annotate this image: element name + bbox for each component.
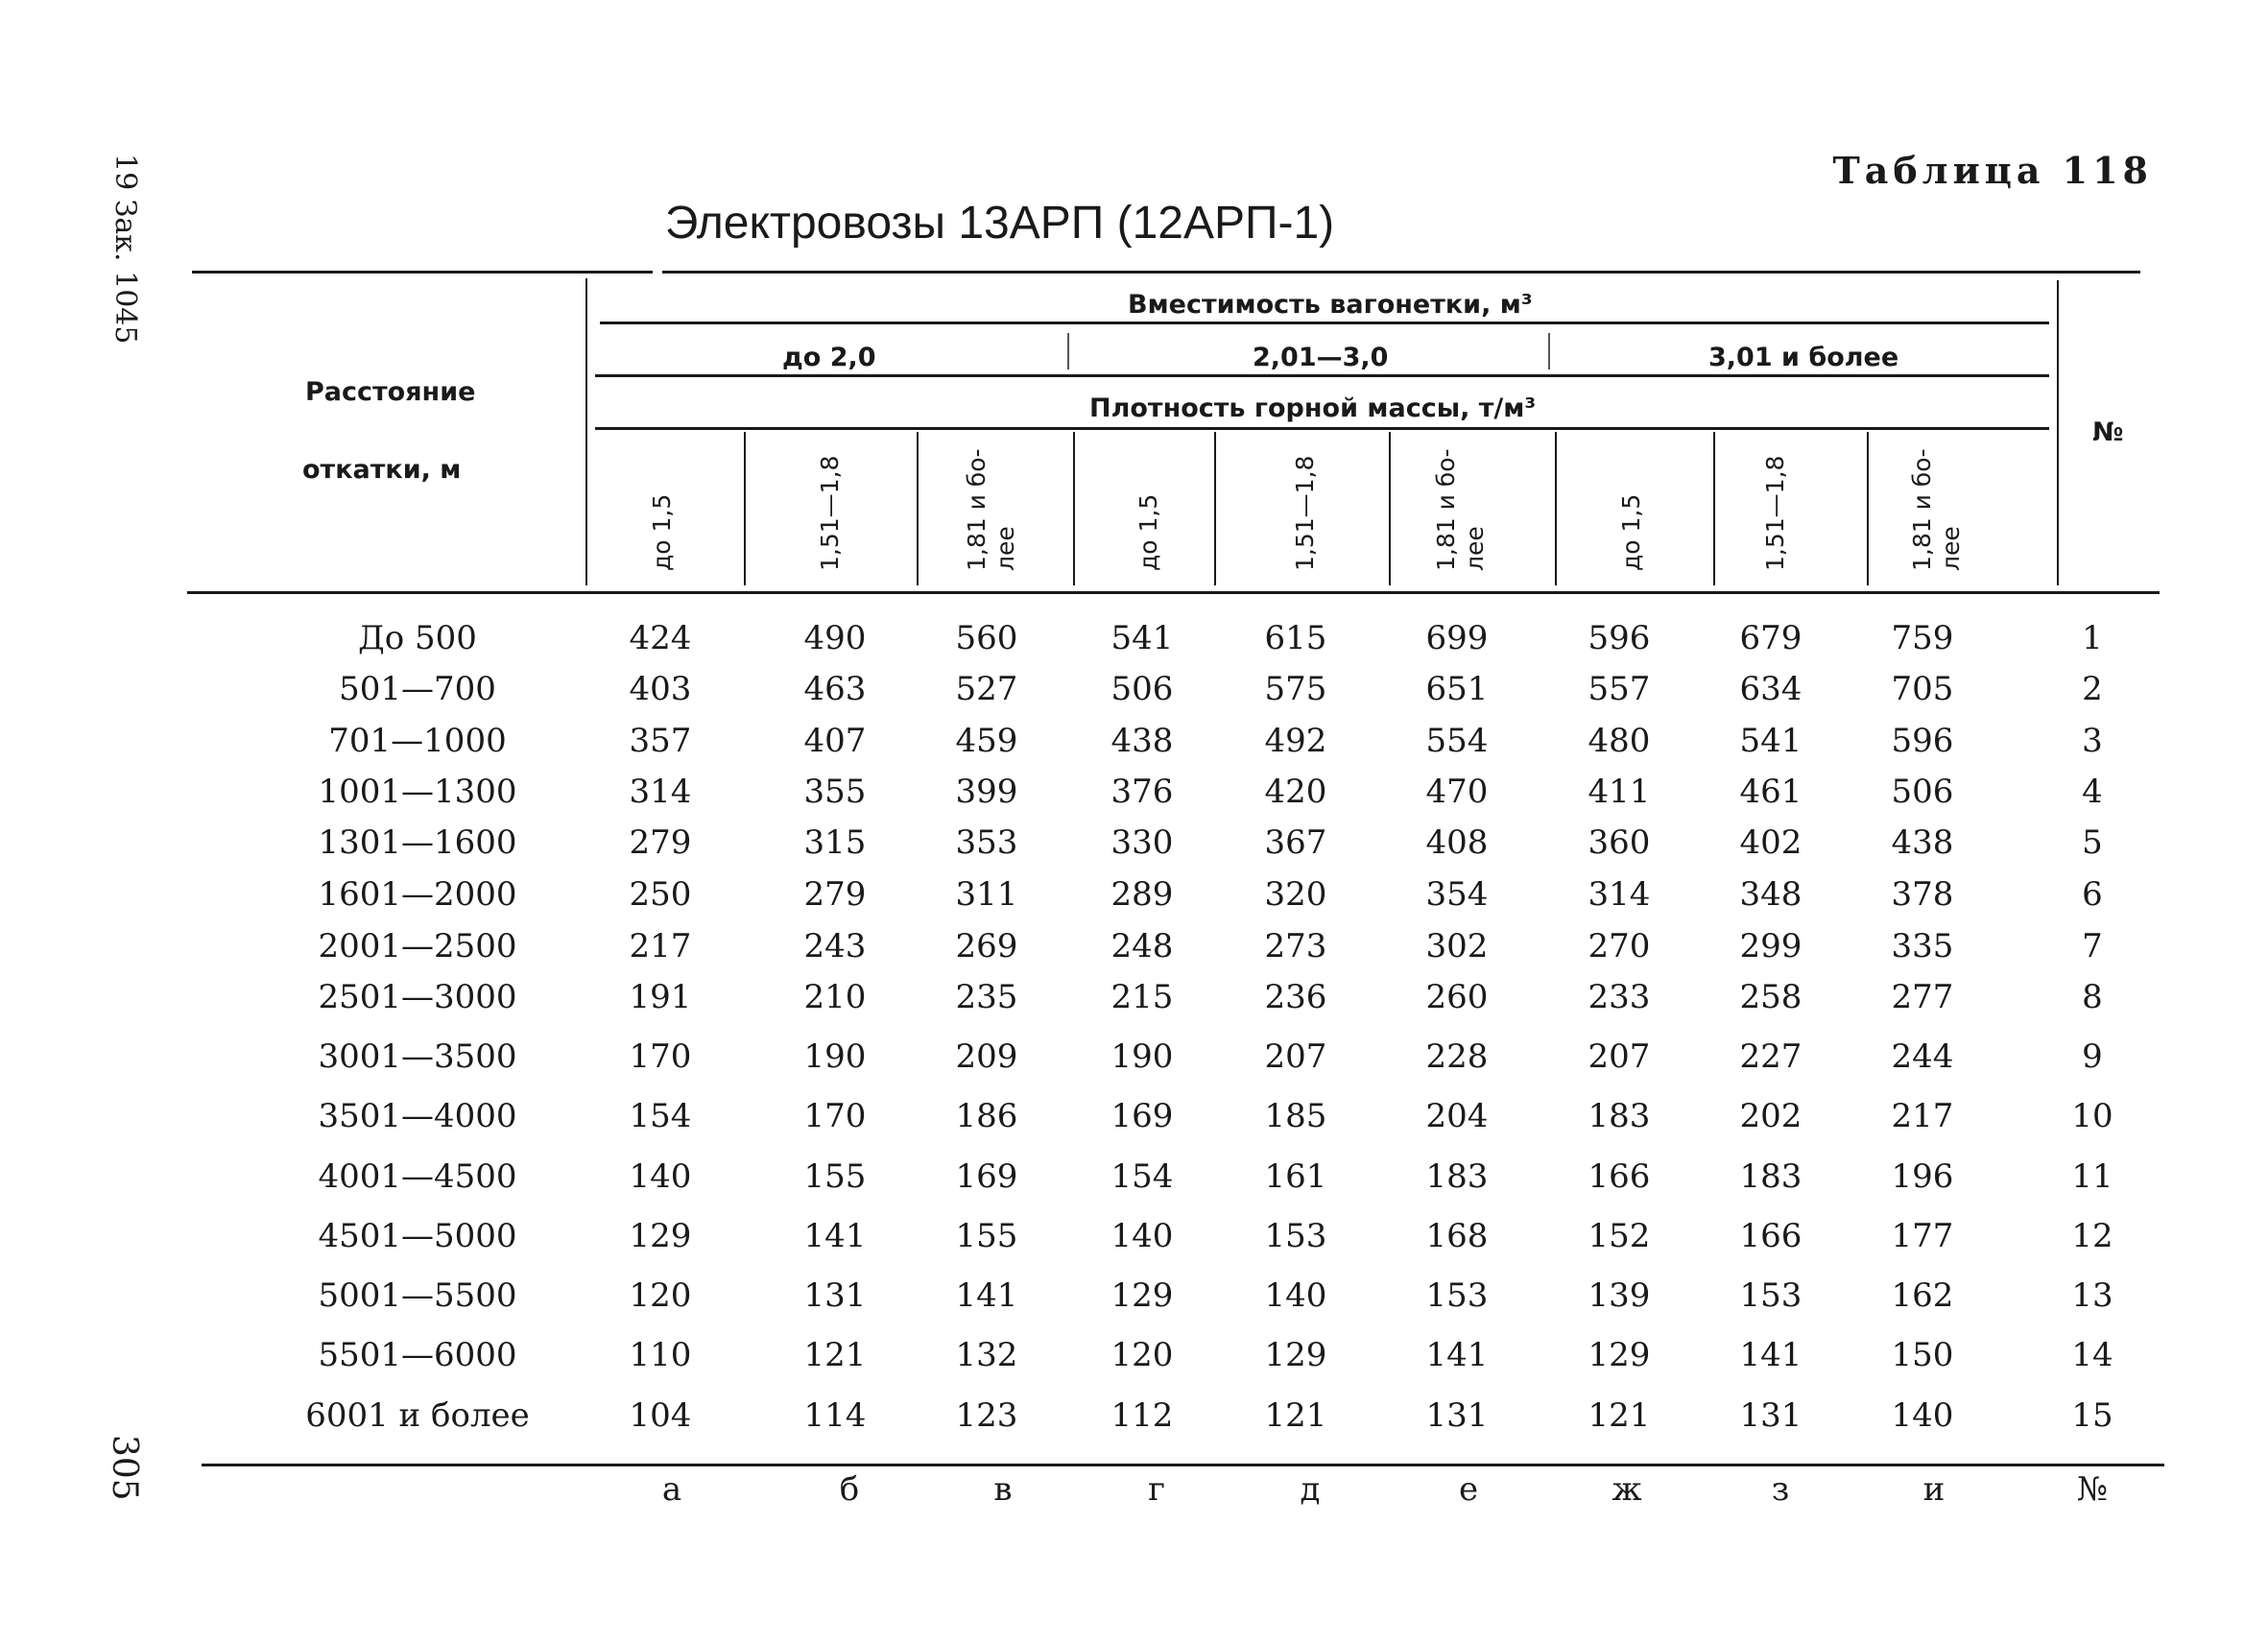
value-cell: 170 — [803, 1097, 867, 1135]
distance-cell: 2001—2500 — [318, 927, 517, 965]
value-cell: 279 — [629, 823, 692, 862]
value-cell: 140 — [1264, 1276, 1327, 1315]
value-cell: 651 — [1425, 670, 1489, 708]
subcol-divider — [917, 432, 919, 585]
value-cell: 378 — [1891, 875, 1954, 914]
value-cell: 353 — [955, 823, 1018, 862]
subcol-divider — [1214, 432, 1216, 585]
value-cell: 204 — [1425, 1097, 1489, 1135]
value-cell: 330 — [1110, 823, 1174, 862]
value-cell: 248 — [1110, 927, 1174, 965]
subcol-label: до 1,5 — [1134, 493, 1162, 571]
row-number: 7 — [2082, 927, 2103, 965]
value-cell: 141 — [955, 1276, 1018, 1315]
value-cell: 217 — [629, 927, 692, 965]
value-cell: 260 — [1425, 978, 1489, 1016]
distance-cell: До 500 — [358, 619, 477, 657]
subcol-divider — [1555, 432, 1557, 585]
value-cell: 299 — [1739, 927, 1802, 965]
value-cell: 270 — [1588, 927, 1651, 965]
row-number: 6 — [2082, 875, 2103, 914]
value-cell: 217 — [1891, 1097, 1954, 1135]
value-cell: 470 — [1425, 773, 1489, 811]
value-cell: 277 — [1891, 978, 1954, 1016]
value-cell: 155 — [803, 1157, 867, 1196]
group-header-3: 3,01 и более — [1708, 343, 1899, 372]
value-cell: 250 — [629, 875, 692, 914]
value-cell: 560 — [955, 619, 1018, 657]
value-cell: 121 — [1588, 1396, 1651, 1435]
value-cell: 679 — [1739, 619, 1802, 657]
subcol-label: 1,81 и бо- лее — [963, 448, 1019, 571]
value-cell: 759 — [1891, 619, 1954, 657]
value-cell: 408 — [1425, 823, 1489, 862]
distance-cell: 5501—6000 — [318, 1336, 517, 1374]
margin-order-text: 19 Зак. 1045 — [108, 154, 142, 345]
value-cell: 183 — [1588, 1097, 1651, 1135]
value-cell: 185 — [1264, 1097, 1327, 1135]
value-cell: 140 — [1891, 1396, 1954, 1435]
subcol-label: до 1,5 — [1617, 493, 1645, 571]
value-cell: 162 — [1891, 1276, 1954, 1315]
page-number-text: 305 — [105, 1435, 144, 1501]
row-number: 12 — [2071, 1217, 2113, 1255]
value-cell: 279 — [803, 875, 867, 914]
value-cell: 235 — [955, 978, 1018, 1016]
footer-letter: з — [1771, 1470, 1790, 1509]
value-cell: 407 — [803, 722, 867, 760]
value-cell: 120 — [629, 1276, 692, 1315]
value-cell: 269 — [955, 927, 1018, 965]
value-cell: 355 — [803, 773, 867, 811]
value-cell: 104 — [629, 1396, 692, 1435]
value-cell: 348 — [1739, 875, 1802, 914]
value-cell: 139 — [1588, 1276, 1651, 1315]
value-cell: 141 — [803, 1217, 867, 1255]
value-cell: 210 — [803, 978, 867, 1016]
value-cell: 233 — [1588, 978, 1651, 1016]
value-cell: 202 — [1739, 1097, 1802, 1135]
value-cell: 112 — [1110, 1396, 1174, 1435]
value-cell: 215 — [1110, 978, 1174, 1016]
row-number: 13 — [2071, 1276, 2113, 1315]
row-number: 5 — [2082, 823, 2103, 862]
value-cell: 228 — [1425, 1037, 1489, 1076]
row-number: 2 — [2082, 670, 2103, 708]
value-cell: 169 — [1110, 1097, 1174, 1135]
subcol-divider — [1073, 432, 1075, 585]
group-divider-2 — [1548, 333, 1550, 369]
footer-letter: е — [1458, 1470, 1479, 1509]
value-cell: 177 — [1891, 1217, 1954, 1255]
value-cell: 141 — [1739, 1336, 1802, 1374]
value-cell: 320 — [1264, 875, 1327, 914]
row-number: 15 — [2071, 1396, 2113, 1435]
value-cell: 150 — [1891, 1336, 1954, 1374]
value-cell: 289 — [1110, 875, 1174, 914]
subcol-divider — [1867, 432, 1869, 585]
row-number: 4 — [2082, 773, 2103, 811]
page-title — [0, 197, 2268, 250]
value-cell: 541 — [1110, 619, 1174, 657]
value-cell: 403 — [629, 670, 692, 708]
value-cell: 243 — [803, 927, 867, 965]
value-cell: 190 — [803, 1037, 867, 1076]
value-cell: 492 — [1264, 722, 1327, 760]
row-number: 10 — [2071, 1097, 2113, 1135]
value-cell: 132 — [955, 1336, 1018, 1374]
value-cell: 183 — [1425, 1157, 1489, 1196]
value-cell: 153 — [1264, 1217, 1327, 1255]
density-rule — [595, 427, 2049, 430]
value-cell: 506 — [1110, 670, 1174, 708]
value-cell: 424 — [629, 619, 692, 657]
row-number: 14 — [2071, 1336, 2113, 1374]
distance-cell: 501—700 — [339, 670, 496, 708]
distance-header-line1: Расстояние — [305, 377, 476, 407]
distance-cell: 5001—5500 — [318, 1276, 517, 1315]
table-bottom-rule — [202, 1464, 2164, 1466]
distance-cell: 3501—4000 — [318, 1097, 517, 1135]
value-cell: 152 — [1588, 1217, 1651, 1255]
value-cell: 575 — [1264, 670, 1327, 708]
row-number: 11 — [2071, 1157, 2113, 1196]
distance-cell: 4501—5000 — [318, 1217, 517, 1255]
density-header: Плотность горной массы, т/м³ — [1089, 393, 1537, 423]
subcol-divider — [1389, 432, 1391, 585]
header-bottom-rule — [187, 591, 2160, 594]
subcol-label: 1,81 и бо- лее — [1908, 448, 1965, 571]
value-cell: 114 — [803, 1396, 867, 1435]
page-title-text: Электровозы 13АРП (12АРП-1) — [664, 198, 1335, 249]
subcol-divider — [1713, 432, 1715, 585]
value-cell: 596 — [1891, 722, 1954, 760]
capacity-rule — [600, 322, 2049, 324]
value-cell: 615 — [1264, 619, 1327, 657]
value-cell: 227 — [1739, 1037, 1802, 1076]
value-cell: 314 — [1588, 875, 1651, 914]
value-cell: 121 — [1264, 1396, 1327, 1435]
value-cell: 120 — [1110, 1336, 1174, 1374]
value-cell: 155 — [955, 1217, 1018, 1255]
top-rule-right — [662, 271, 2140, 274]
value-cell: 168 — [1425, 1217, 1489, 1255]
value-cell: 705 — [1891, 670, 1954, 708]
value-cell: 190 — [1110, 1037, 1174, 1076]
value-cell: 166 — [1588, 1157, 1651, 1196]
value-cell: 110 — [629, 1336, 692, 1374]
footer-letter: б — [839, 1470, 860, 1509]
value-cell: 207 — [1588, 1037, 1651, 1076]
value-cell: 191 — [629, 978, 692, 1016]
number-column-divider — [2057, 280, 2059, 585]
number-header: № — [2092, 417, 2124, 447]
value-cell: 131 — [803, 1276, 867, 1315]
distance-cell: 1001—1300 — [318, 773, 517, 811]
value-cell: 153 — [1425, 1276, 1489, 1315]
distance-cell: 3001—3500 — [318, 1037, 517, 1076]
value-cell: 129 — [629, 1217, 692, 1255]
distance-cell: 6001 и более — [305, 1396, 530, 1435]
footer-letter: ж — [1611, 1470, 1642, 1509]
distance-cell: 701—1000 — [328, 722, 507, 760]
page-number — [104, 1435, 161, 1512]
value-cell: 153 — [1739, 1276, 1802, 1315]
footer-number-header: № — [2076, 1470, 2109, 1509]
value-cell: 121 — [803, 1336, 867, 1374]
value-cell: 335 — [1891, 927, 1954, 965]
value-cell: 461 — [1739, 773, 1802, 811]
footer-letter: д — [1300, 1470, 1321, 1509]
value-cell: 411 — [1588, 773, 1651, 811]
group-header-2: 2,01—3,0 — [1253, 343, 1389, 372]
value-cell: 541 — [1739, 722, 1802, 760]
value-cell: 154 — [629, 1097, 692, 1135]
value-cell: 315 — [803, 823, 867, 862]
value-cell: 367 — [1264, 823, 1327, 862]
subcol-label: 1,51—1,8 — [816, 455, 844, 571]
value-cell: 459 — [955, 722, 1018, 760]
value-cell: 699 — [1425, 619, 1489, 657]
margin-order-note — [104, 154, 161, 365]
table-label: Таблица 118 — [1832, 149, 2153, 192]
value-cell: 169 — [955, 1157, 1018, 1196]
subcol-label: 1,51—1,8 — [1291, 455, 1319, 571]
value-cell: 131 — [1739, 1396, 1802, 1435]
value-cell: 490 — [803, 619, 867, 657]
capacity-header: Вместимость вагонетки, м³ — [1128, 290, 1533, 320]
left-column-divider — [585, 278, 587, 585]
value-cell: 140 — [629, 1157, 692, 1196]
distance-cell: 1301—1600 — [318, 823, 517, 862]
group-header-1: до 2,0 — [782, 343, 876, 372]
value-cell: 196 — [1891, 1157, 1954, 1196]
value-cell: 399 — [955, 773, 1018, 811]
footer-letter: в — [993, 1470, 1013, 1509]
value-cell: 273 — [1264, 927, 1327, 965]
value-cell: 634 — [1739, 670, 1802, 708]
footer-letter: а — [661, 1470, 682, 1509]
group-rule — [595, 374, 2049, 377]
value-cell: 357 — [629, 722, 692, 760]
row-number: 8 — [2082, 978, 2103, 1016]
distance-cell: 4001—4500 — [318, 1157, 517, 1196]
row-number: 1 — [2082, 619, 2103, 657]
value-cell: 170 — [629, 1037, 692, 1076]
value-cell: 314 — [629, 773, 692, 811]
value-cell: 506 — [1891, 773, 1954, 811]
value-cell: 527 — [955, 670, 1018, 708]
value-cell: 123 — [955, 1396, 1018, 1435]
subcol-label: 1,81 и бо- лее — [1432, 448, 1489, 571]
value-cell: 244 — [1891, 1037, 1954, 1076]
footer-letter: г — [1148, 1470, 1165, 1509]
value-cell: 129 — [1110, 1276, 1174, 1315]
value-cell: 209 — [955, 1037, 1018, 1076]
distance-cell: 2501—3000 — [318, 978, 517, 1016]
value-cell: 140 — [1110, 1217, 1174, 1255]
value-cell: 236 — [1264, 978, 1327, 1016]
value-cell: 311 — [955, 875, 1018, 914]
subcol-label: 1,51—1,8 — [1761, 455, 1789, 571]
value-cell: 596 — [1588, 619, 1651, 657]
value-cell: 186 — [955, 1097, 1018, 1135]
value-cell: 402 — [1739, 823, 1802, 862]
row-number: 3 — [2082, 722, 2103, 760]
value-cell: 258 — [1739, 978, 1802, 1016]
value-cell: 166 — [1739, 1217, 1802, 1255]
value-cell: 438 — [1110, 722, 1174, 760]
value-cell: 129 — [1588, 1336, 1651, 1374]
footer-letter: и — [1922, 1470, 1946, 1509]
value-cell: 161 — [1264, 1157, 1327, 1196]
value-cell: 129 — [1264, 1336, 1327, 1374]
distance-header-line2: откатки, м — [302, 455, 462, 485]
value-cell: 438 — [1891, 823, 1954, 862]
subcol-divider — [744, 432, 746, 585]
value-cell: 480 — [1588, 722, 1651, 760]
value-cell: 302 — [1425, 927, 1489, 965]
value-cell: 463 — [803, 670, 867, 708]
row-number: 9 — [2082, 1037, 2103, 1076]
top-rule-left — [192, 271, 653, 274]
value-cell: 354 — [1425, 875, 1489, 914]
value-cell: 131 — [1425, 1396, 1489, 1435]
group-divider-1 — [1067, 333, 1069, 369]
subcol-label: до 1,5 — [648, 493, 676, 571]
value-cell: 376 — [1110, 773, 1174, 811]
value-cell: 154 — [1110, 1157, 1174, 1196]
value-cell: 360 — [1588, 823, 1651, 862]
value-cell: 207 — [1264, 1037, 1327, 1076]
distance-cell: 1601—2000 — [318, 875, 517, 914]
value-cell: 557 — [1588, 670, 1651, 708]
value-cell: 183 — [1739, 1157, 1802, 1196]
value-cell: 141 — [1425, 1336, 1489, 1374]
value-cell: 554 — [1425, 722, 1489, 760]
value-cell: 420 — [1264, 773, 1327, 811]
